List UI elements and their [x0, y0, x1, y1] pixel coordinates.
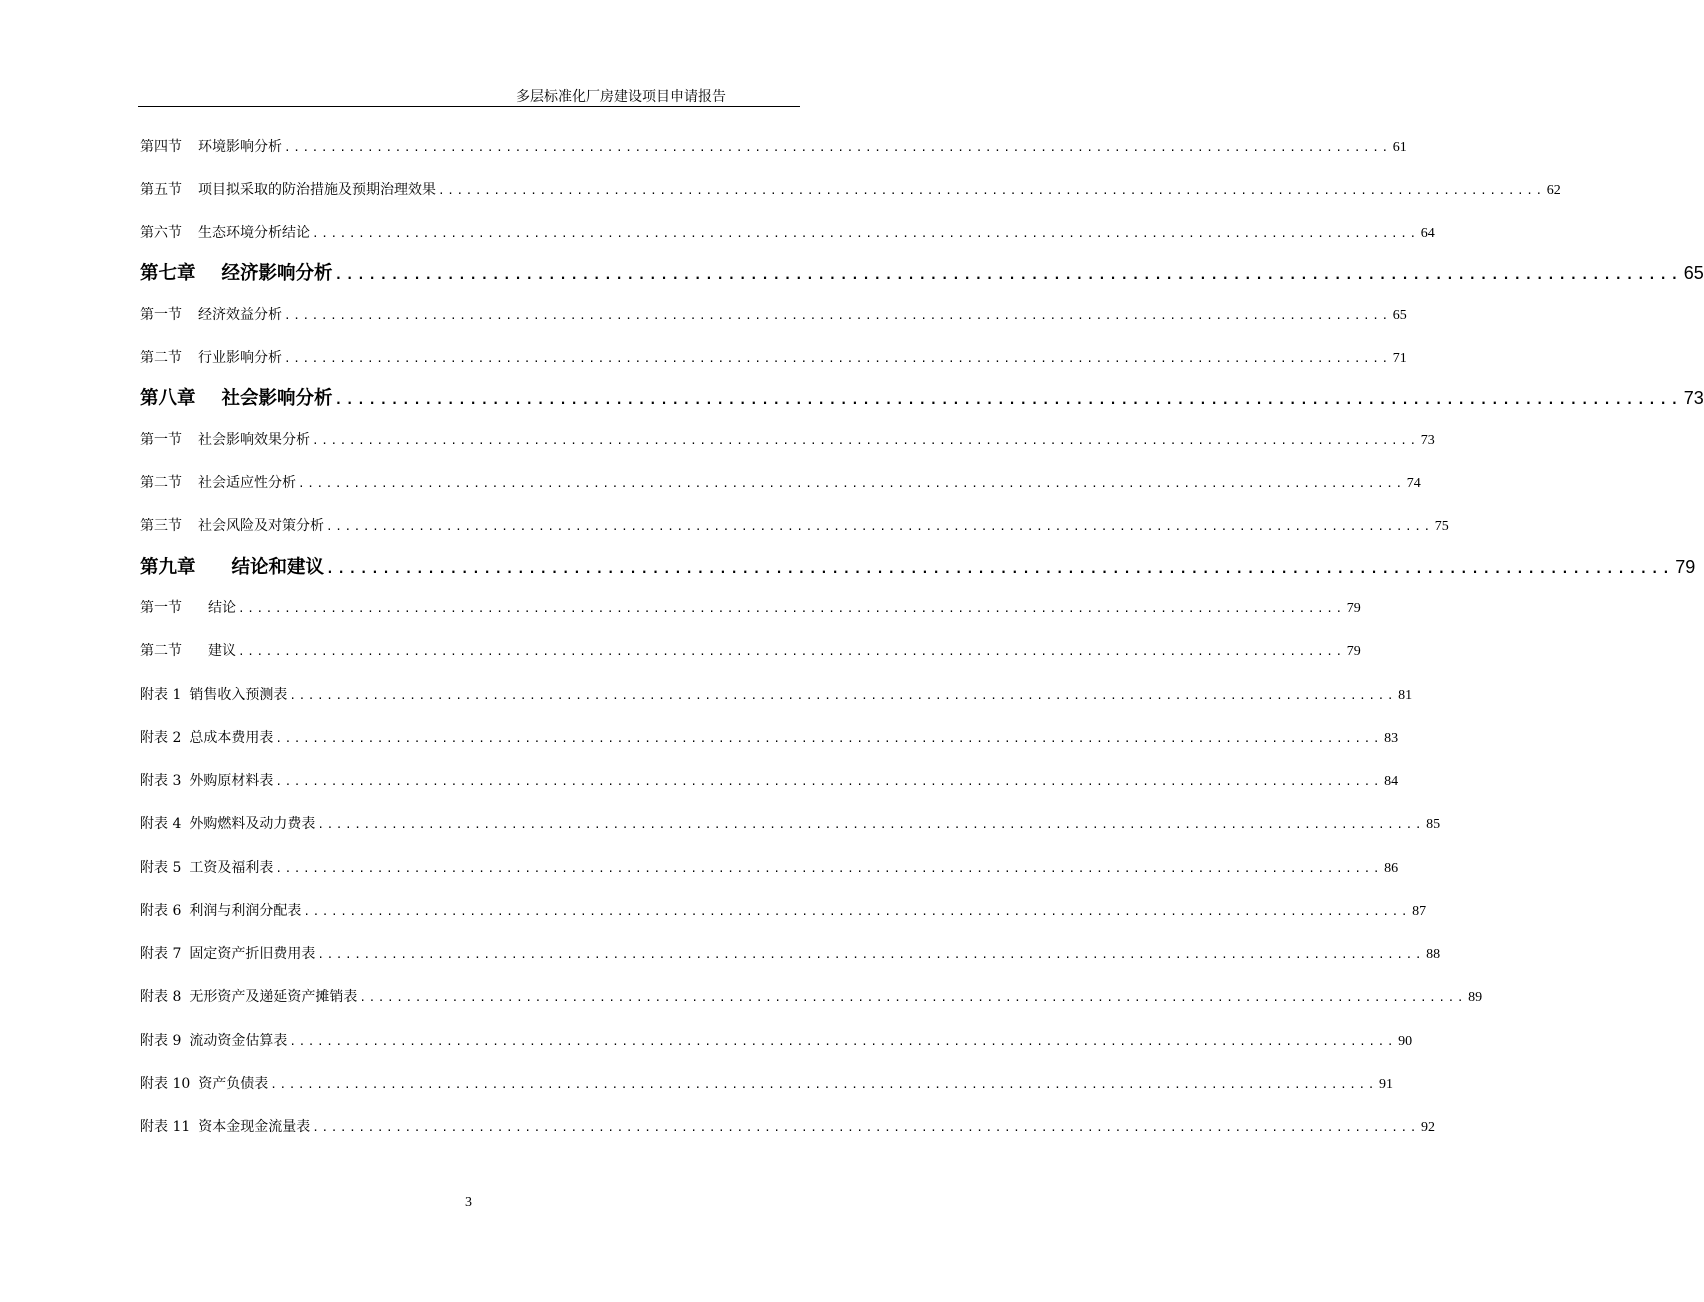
toc-appendix-entry[interactable] — [140, 1116, 1435, 1140]
toc-appendix-entry[interactable] — [140, 857, 1399, 881]
toc-entry-page: 79 — [1346, 601, 1361, 616]
toc-appendix-entry[interactable] — [140, 900, 1427, 924]
toc-chapter-page: 73 — [1683, 388, 1704, 408]
toc-entry[interactable] — [140, 179, 1561, 203]
toc-chapter-title: 经济影响分析 — [221, 263, 333, 284]
toc-entry-title: 项目拟采取的防治措施及预期治理效果 — [198, 182, 436, 198]
toc-leader-dots: ........................................................................................................................ — [334, 268, 1682, 283]
toc-leader-dots: ........................................................................................................................ — [275, 732, 1383, 745]
toc-appendix-page: 85 — [1426, 817, 1441, 832]
toc-entry-title: 建议 — [208, 643, 236, 659]
toc-chapter-page: 79 — [1675, 557, 1696, 577]
toc-appendix-entry[interactable] — [140, 1073, 1393, 1097]
toc-chapter-title: 结论和建议 — [231, 557, 325, 578]
toc-appendix-title: 流动资金估算表 — [189, 1033, 288, 1049]
toc-entry-title: 社会适应性分析 — [198, 475, 296, 491]
toc-entry-title: 行业影响分析 — [198, 350, 282, 366]
toc-entry-number: 第一节 — [140, 307, 182, 323]
toc-appendix-title: 工资及福利表 — [189, 860, 274, 876]
toc-appendix-entry[interactable] — [140, 770, 1399, 794]
toc-appendix-number: 附表 10 — [140, 1076, 191, 1092]
toc-entry-page: 64 — [1420, 226, 1435, 241]
toc-appendix-page: 81 — [1398, 688, 1413, 703]
toc-leader-dots: ........................................................................................................................ — [289, 689, 1397, 702]
toc-chapter-title: 社会影响分析 — [221, 388, 333, 409]
toc-entry-page: 75 — [1434, 519, 1449, 534]
toc-leader-dots: ........................................................................................................................ — [326, 520, 1433, 533]
toc-leader-dots: ........................................................................................................................ — [238, 602, 1345, 615]
toc-appendix-number: 附表 11 — [140, 1119, 191, 1135]
toc-entry-title: 社会影响效果分析 — [198, 432, 310, 448]
toc-leader-dots: ........................................................................................................................ — [284, 352, 1391, 365]
toc-appendix-page: 87 — [1412, 904, 1427, 919]
toc-chapter-page: 65 — [1683, 263, 1704, 283]
toc-leader-dots: ........................................................................................................................ — [238, 645, 1345, 658]
toc-appendix-page: 86 — [1384, 861, 1399, 876]
toc-entry[interactable] — [140, 597, 1361, 621]
toc-appendix-number: 附表 9 — [140, 1033, 182, 1049]
toc-leader-dots: ........................................................................................................................ — [284, 309, 1391, 322]
toc-entry-page: 73 — [1420, 433, 1435, 448]
toc-entry-title: 经济效益分析 — [198, 307, 282, 323]
toc-entry-number: 第六节 — [140, 225, 182, 241]
toc-leader-dots: ........................................................................................................................ — [312, 434, 1419, 447]
toc-chapter-entry[interactable] — [140, 553, 1696, 581]
toc-entry-number: 第二节 — [140, 643, 182, 659]
toc-chapter-number: 第八章 — [140, 388, 196, 409]
toc-entry-number: 第一节 — [140, 432, 182, 448]
toc-appendix-number: 附表 3 — [140, 773, 182, 789]
toc-appendix-entry[interactable] — [140, 684, 1413, 708]
toc-entry[interactable] — [140, 304, 1407, 328]
toc-entry[interactable] — [140, 429, 1435, 453]
toc-appendix-page: 88 — [1426, 947, 1441, 962]
toc-entry-page: 79 — [1346, 644, 1361, 659]
toc-entry-title: 结论 — [208, 600, 236, 616]
toc-leader-dots: ........................................................................................................................ — [312, 227, 1419, 240]
toc-leader-dots: ........................................................................................................................ — [438, 184, 1545, 197]
running-header-title: 多层标准化厂房建设项目申请报告 — [516, 89, 726, 105]
toc-leader-dots: ........................................................................................................................ — [284, 141, 1391, 154]
toc-appendix-number: 附表 8 — [140, 989, 182, 1005]
toc-entry[interactable] — [140, 515, 1449, 539]
toc-appendix-title: 总成本费用表 — [189, 730, 274, 746]
toc-appendix-page: 90 — [1398, 1034, 1413, 1049]
toc-appendix-page: 89 — [1468, 990, 1483, 1005]
toc-appendix-number: 附表 6 — [140, 903, 182, 919]
toc-entry-title: 社会风险及对策分析 — [198, 518, 324, 534]
toc-chapter-number: 第七章 — [140, 263, 196, 284]
toc-leader-dots: ........................................................................................................................ — [317, 818, 1425, 831]
toc-chapter-entry[interactable] — [140, 259, 1704, 287]
toc-appendix-entry[interactable] — [140, 986, 1483, 1010]
page-number: 3 — [465, 1195, 472, 1210]
toc-entry-page: 74 — [1406, 476, 1421, 491]
toc-appendix-title: 资本金现金流量表 — [198, 1119, 311, 1135]
toc-appendix-page: 84 — [1384, 774, 1399, 789]
toc-appendix-number: 附表 7 — [140, 946, 182, 962]
toc-appendix-entry[interactable] — [140, 943, 1441, 967]
toc-chapter-entry[interactable] — [140, 384, 1704, 412]
toc-entry[interactable] — [140, 472, 1421, 496]
toc-leader-dots: ........................................................................................................................ — [334, 393, 1682, 408]
toc-entry-number: 第三节 — [140, 518, 182, 534]
toc-entry-number: 第四节 — [140, 139, 182, 155]
toc-entry-title: 环境影响分析 — [198, 139, 282, 155]
toc-entry-number: 第五节 — [140, 182, 182, 198]
toc-entry-page: 62 — [1546, 183, 1561, 198]
header-rule — [138, 106, 800, 107]
toc-entry-number: 第二节 — [140, 350, 182, 366]
toc-leader-dots: ........................................................................................................................ — [312, 1121, 1419, 1134]
toc-appendix-entry[interactable] — [140, 1030, 1413, 1054]
toc-appendix-number: 附表 2 — [140, 730, 182, 746]
toc-appendix-number: 附表 1 — [140, 687, 182, 703]
toc-leader-dots: ........................................................................................................................ — [359, 991, 1467, 1004]
toc-leader-dots: ........................................................................................................................ — [317, 948, 1425, 961]
toc-appendix-title: 资产负债表 — [198, 1076, 269, 1092]
toc-entry-page: 61 — [1392, 140, 1407, 155]
toc-leader-dots: ........................................................................................................................ — [326, 562, 1674, 577]
toc-entry-page: 71 — [1392, 351, 1407, 366]
toc-appendix-title: 销售收入预测表 — [189, 687, 288, 703]
toc-chapter-number: 第九章 — [140, 557, 196, 578]
toc-appendix-title: 利润与利润分配表 — [189, 903, 302, 919]
toc-leader-dots: ........................................................................................................................ — [298, 477, 1405, 490]
toc-leader-dots: ........................................................................................................................ — [303, 905, 1411, 918]
toc-appendix-page: 92 — [1420, 1120, 1435, 1135]
toc-entry-number: 第一节 — [140, 600, 182, 616]
toc-appendix-number: 附表 5 — [140, 860, 182, 876]
toc-entry-number: 第二节 — [140, 475, 182, 491]
toc-appendix-title: 外购燃料及动力费表 — [189, 816, 316, 832]
toc-leader-dots: ........................................................................................................................ — [289, 1035, 1397, 1048]
toc-entry[interactable] — [140, 347, 1407, 371]
toc-appendix-page: 83 — [1384, 731, 1399, 746]
toc-leader-dots: ........................................................................................................................ — [275, 862, 1383, 875]
toc-entry[interactable] — [140, 222, 1435, 246]
toc-appendix-page: 91 — [1378, 1077, 1393, 1092]
toc-appendix-number: 附表 4 — [140, 816, 182, 832]
toc-leader-dots: ........................................................................................................................ — [275, 775, 1383, 788]
toc-appendix-entry[interactable] — [140, 813, 1441, 837]
toc-appendix-title: 外购原材料表 — [189, 773, 274, 789]
toc-entry[interactable] — [140, 136, 1407, 160]
toc-leader-dots: ........................................................................................................................ — [270, 1078, 1377, 1091]
toc-appendix-title: 无形资产及递延资产摊销表 — [189, 989, 358, 1005]
toc-entry-title: 生态环境分析结论 — [198, 225, 310, 241]
toc-appendix-entry[interactable] — [140, 727, 1399, 751]
toc-appendix-title: 固定资产折旧费用表 — [189, 946, 316, 962]
toc-entry[interactable] — [140, 640, 1361, 664]
toc-entry-page: 65 — [1392, 308, 1407, 323]
